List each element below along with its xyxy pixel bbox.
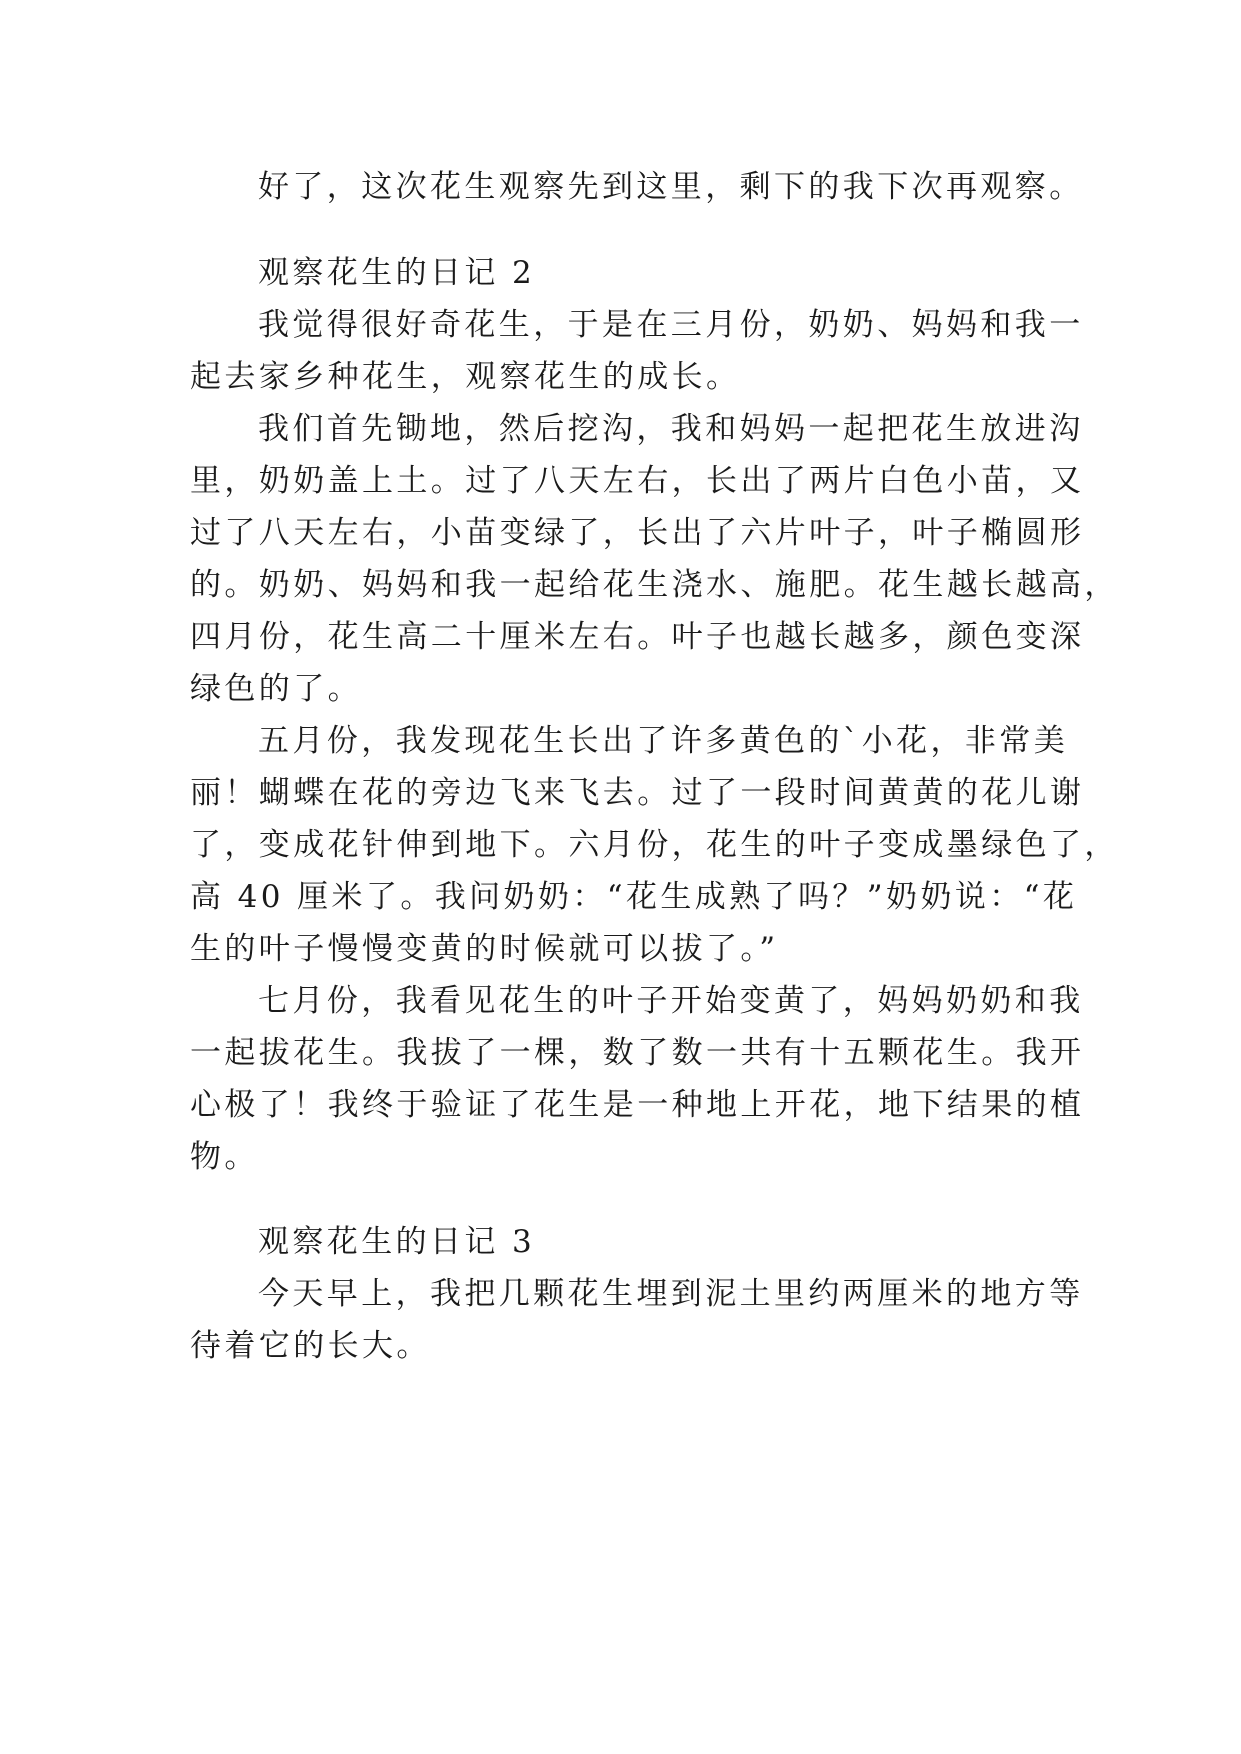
paragraph-line: 我觉得很好奇花生，于是在三月份，奶奶、妈妈和我一 [258,307,1084,343]
paragraph-line: 四月份，花生高二十厘米左右。叶子也越长越多，颜色变深 [190,619,1085,655]
paragraph-line: 过了八天左右，小苗变绿了，长出了六片叶子，叶子椭圆形 [190,515,1085,551]
paragraph-line: 七月份，我看见花生的叶子开始变黄了，妈妈奶奶和我 [258,983,1084,1019]
paragraph-line: 绿色的了。 [190,671,362,707]
paragraph-line: 丽！蝴蝶在花的旁边飞来飞去。过了一段时间黄黄的花儿谢 [190,775,1085,811]
paragraph-line: 高 40 厘米了。我问奶奶：“花生成熟了吗？”奶奶说：“花 [190,879,1078,915]
paragraph-line: 心极了！我终于验证了花生是一种地上开花，地下结果的植 [190,1087,1085,1123]
paragraph-line: 起去家乡种花生，观察花生的成长。 [190,359,741,395]
paragraph-line: 物。 [190,1139,259,1175]
paragraph-line: 五月份，我发现花生长出了许多黄色的`小花，非常美 [258,723,1069,759]
paragraph-line: 的。奶奶、妈妈和我一起给花生浇水、施肥。花生越长越高， [190,567,1119,603]
paragraph-line: 一起拔花生。我拔了一棵，数了数一共有十五颗花生。我开 [190,1035,1085,1071]
diary-3-heading: 观察花生的日记 3 [258,1224,536,1260]
paragraph-line: 了，变成花针伸到地下。六月份，花生的叶子变成墨绿色了， [190,827,1119,863]
diary-2-heading: 观察花生的日记 2 [258,255,536,291]
paragraph-line: 里，奶奶盖上土。过了八天左右，长出了两片白色小苗，又 [190,463,1085,499]
paragraph-line: 我们首先锄地，然后挖沟，我和妈妈一起把花生放进沟 [258,411,1084,447]
paragraph-line: 待着它的长大。 [190,1328,431,1364]
closing-sentence: 好了，这次花生观察先到这里，剩下的我下次再观察。 [258,169,1084,205]
paragraph-line: 生的叶子慢慢变黄的时候就可以拔了。” [190,931,779,967]
paragraph-line: 今天早上，我把几颗花生埋到泥土里约两厘米的地方等 [258,1276,1084,1312]
